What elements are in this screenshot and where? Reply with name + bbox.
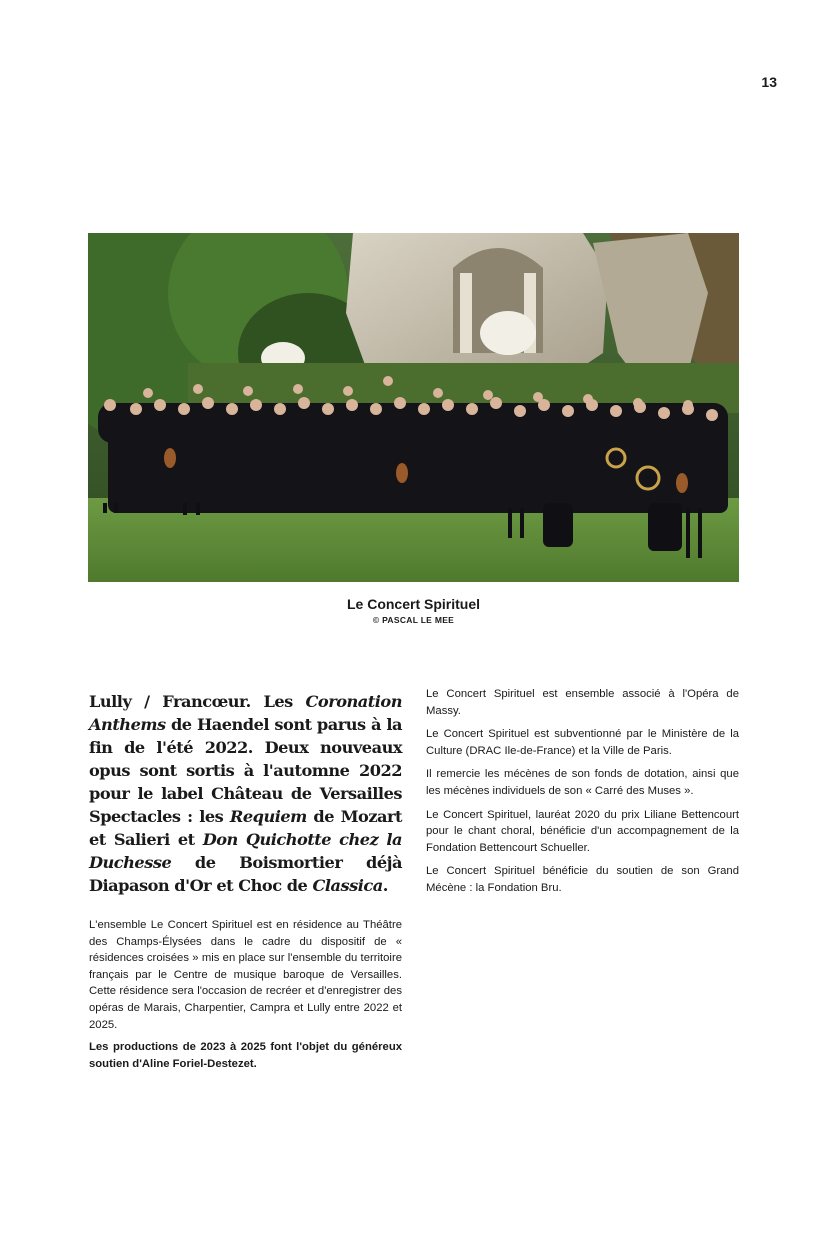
lead-text: de Boismortier déjà Diapason d'Or et Choc de xyxy=(89,853,402,895)
photo-caption-title: Le Concert Spirituel xyxy=(346,596,481,612)
partner-paragraph: Le Concert Spirituel, lauréat 2020 du prix Liliane Bettencourt pour le chant choral, bénéficie d'un accompagnement de la Fondation Bettencourt Schueller. xyxy=(426,808,739,854)
lead-title-italic: Coronation Anthems xyxy=(89,692,402,734)
partner-paragraph: Le Concert Spirituel est ensemble associé à l'Opéra de Massy. xyxy=(426,688,739,717)
right-column xyxy=(426,686,739,904)
partner-paragraph: Le Concert Spirituel bénéficie du soutien de son Grand Mécène : la Fondation Bru. xyxy=(426,865,739,894)
page-number: 13 xyxy=(761,74,777,90)
lead-text: Lully / Francœur. Les xyxy=(89,692,306,711)
lead-title-italic: Requiem xyxy=(229,807,307,826)
photo-credit: © PASCAL LE MEE xyxy=(372,615,455,625)
lead-title-italic: Classica xyxy=(312,876,383,895)
residence-paragraph: L'ensemble Le Concert Spirituel est en résidence au Théâtre des Champs-Élysées dans le cadre du dispositif de « résidences croisées » mis en place sur l'ensemble du territoire français par le Centre de musique baroque de Versailles. Cette résidence sera l'occasion de recréer et d'enregistrer des opéras de Marais, Charpentier, Campra et Lully entre 2022 et 2025. xyxy=(89,919,402,1031)
lead-text: de Mozart et Salieri et xyxy=(89,807,403,849)
lead-title-italic: Don Quichotte chez la Duchesse xyxy=(89,830,402,872)
lead-text: . xyxy=(382,876,388,895)
partner-paragraph: Il remercie les mécènes de son fonds de dotation, ainsi que les mécènes individuels de son « Carré des Muses ». xyxy=(426,768,739,797)
left-column xyxy=(89,917,402,1078)
partner-paragraph: Le Concert Spirituel est subventionné par le Ministère de la Culture (DRAC Ile-de-France) et la Ville de Paris. xyxy=(426,728,739,757)
lead-paragraph xyxy=(89,690,402,897)
lead-text: de Haendel sont parus à la fin de l'été 2022. Deux nouveaux opus sont sortis à l'automne 2022 pour le label Château de Versailles Spectacles : les xyxy=(89,715,402,826)
sponsor-paragraph: Les productions de 2023 à 2025 font l'objet du généreux soutien d'Aline Foriel-Destezet. xyxy=(89,1041,402,1070)
orchestra-photo xyxy=(88,233,739,582)
